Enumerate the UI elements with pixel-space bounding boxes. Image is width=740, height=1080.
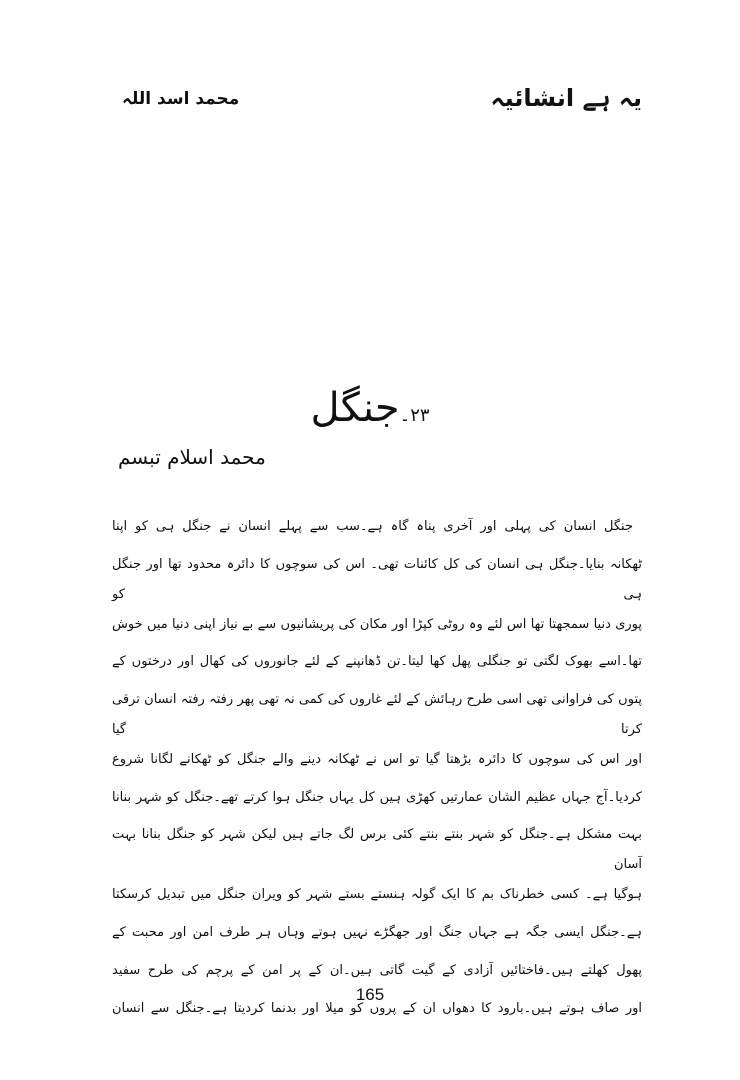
body-line: تھا۔اسے بھوک لگتی تو جنگلی پھل کھا لیتا۔تن ڈھانپنے کے لئے جانوروں کی کھال اور درختوں کے <box>112 654 642 670</box>
body-line: پھول کھلتے ہیں۔فاختائیں آزادی کے گیت گاتی ہیں۔ان کے پر امن کے پرچم کی طرح سفید <box>112 962 642 978</box>
body-line: ہے۔جنگل ایسی جگہ ہے جہاں جنگ اور جھگڑے نہیں ہوتے وہاں ہر طرف امن اور محبت کے <box>112 925 642 941</box>
body-line: ٹھکانہ بنایا۔جنگل ہی انسان کی کل کائنات تھی۔ اس کی سوچوں کا دائرہ محدود تھا اور جنگل ہی کو <box>112 556 642 602</box>
body-text <box>112 512 642 1031</box>
body-line: ہوگیا ہے۔ کسی خطرناک بم کا ایک گولہ ہنستے بستے شہر کو ویران جنگل میں تبدیل کرسکتا <box>112 887 642 903</box>
book-title: یہ ہے انشائیہ <box>490 84 642 112</box>
body-line: بہت مشکل ہے۔جنگل کو شہر بنتے بنتے کئی برس لگ جاتے ہیں لیکن شہر کو جنگل بنانا بہت آسان <box>112 827 642 873</box>
header-author: محمد اسد اللہ <box>122 89 240 109</box>
article-author: محمد اسلام تبسم <box>118 445 266 469</box>
body-line: اور صاف ہوتے ہیں۔بارود کا دھواں ان کے پروں کو میلا اور بدنما کردیتا ہے۔جنگل سے انسان <box>112 1000 642 1016</box>
body-line: جنگل انسان کی پہلی اور آخری پناہ گاہ ہے۔سب سے پہلے انسان نے جنگل ہی کو اپنا <box>112 519 633 534</box>
chapter-number: ۲۳۔ <box>399 405 430 426</box>
body-line: پتوں کی فراوانی تھی اسی طرح رہائش کے لئے غاروں کی کمی نہ تھی پھر رفتہ رفتہ انسان ترقی کرتا گیا <box>112 692 642 738</box>
body-line: پوری دنیا سمجھتا تھا اس لئے وہ روٹی کپڑا اور مکان کی پریشانیوں سے بے نیاز اپنی دنیا میں خوش <box>112 616 642 632</box>
chapter-heading <box>0 385 740 431</box>
body-line: کردیا۔آج جہاں عظیم الشان عمارتیں کھڑی ہیں کل یہاں جنگل ہوا کرتے تھے۔جنگل کو شہر بنانا <box>112 789 642 805</box>
page-number: 165 <box>355 985 385 1004</box>
body-line: اور اس کی سوچوں کا دائرہ بڑھتا گیا تو اس نے ٹھکانہ دینے والے جنگل کو ٹھکانے لگانا شروع <box>112 752 642 768</box>
chapter-title: جنگل <box>310 385 400 431</box>
